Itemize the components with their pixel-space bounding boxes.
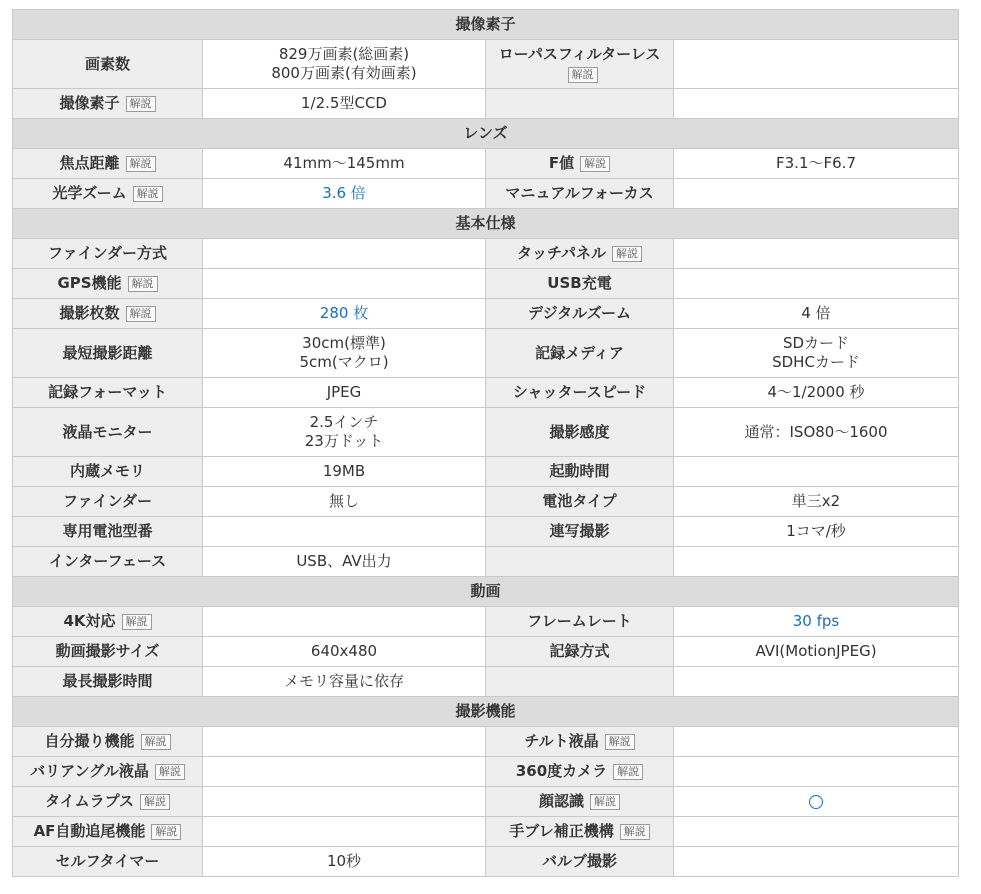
spec-value: 4～1/2000 秒 bbox=[767, 383, 865, 401]
spec-value: SDHCカード bbox=[772, 353, 860, 371]
help-explanation-button[interactable]: 解説 bbox=[126, 96, 156, 112]
spec-label-cell bbox=[486, 667, 674, 697]
spec-label: 液晶モニター bbox=[62, 422, 153, 441]
spec-row bbox=[13, 517, 959, 547]
spec-value: 1コマ/秒 bbox=[786, 522, 846, 540]
spec-label-cell bbox=[13, 40, 203, 89]
spec-row bbox=[13, 378, 959, 408]
section-title: 撮像素子 bbox=[13, 10, 959, 40]
spec-value-cell bbox=[674, 457, 959, 487]
spec-value-cell bbox=[203, 547, 486, 577]
spec-value-cell bbox=[203, 727, 486, 757]
spec-value-cell bbox=[203, 757, 486, 787]
spec-label: 360度カメラ bbox=[515, 762, 608, 780]
spec-row bbox=[13, 457, 959, 487]
spec-value-cell bbox=[203, 408, 486, 457]
spec-row bbox=[13, 89, 959, 119]
spec-label-cell bbox=[13, 637, 203, 667]
spec-value-cell bbox=[674, 299, 959, 329]
spec-value-cell bbox=[674, 847, 959, 877]
spec-label-cell bbox=[13, 547, 203, 577]
spec-row bbox=[13, 239, 959, 269]
spec-label-cell bbox=[486, 817, 674, 847]
spec-label: 自分撮り機能 bbox=[44, 732, 135, 750]
spec-value-cell bbox=[674, 547, 959, 577]
spec-value-cell bbox=[674, 269, 959, 299]
spec-row bbox=[13, 817, 959, 847]
spec-row bbox=[13, 637, 959, 667]
spec-label-cell bbox=[486, 457, 674, 487]
spec-label-cell bbox=[486, 89, 674, 119]
spec-label-cell bbox=[486, 787, 674, 817]
spec-value: 41mm～145mm bbox=[283, 154, 405, 172]
help-explanation-button[interactable]: 解説 bbox=[126, 306, 156, 322]
spec-value-cell bbox=[674, 239, 959, 269]
spec-label: 光学ズーム bbox=[52, 184, 127, 202]
spec-label: 電池タイプ bbox=[542, 492, 617, 510]
spec-row bbox=[13, 607, 959, 637]
help-explanation-button[interactable]: 解説 bbox=[151, 824, 181, 840]
spec-value-cell bbox=[674, 329, 959, 378]
section-header-row bbox=[13, 10, 959, 40]
spec-row bbox=[13, 40, 959, 89]
help-explanation-button[interactable]: 解説 bbox=[141, 734, 171, 750]
spec-label-cell bbox=[486, 149, 674, 179]
spec-label-cell bbox=[13, 727, 203, 757]
spec-value-cell[interactable] bbox=[203, 299, 486, 329]
spec-label-cell bbox=[13, 299, 203, 329]
help-explanation-button[interactable]: 解説 bbox=[133, 186, 163, 202]
spec-table-body bbox=[13, 10, 959, 877]
help-explanation-button[interactable]: 解説 bbox=[140, 794, 170, 810]
spec-label-cell bbox=[486, 517, 674, 547]
spec-label-cell bbox=[13, 408, 203, 457]
spec-label: 撮影感度 bbox=[549, 422, 610, 441]
spec-label: タッチパネル bbox=[516, 244, 607, 262]
spec-label: 内蔵メモリ bbox=[69, 462, 145, 480]
section-header-row bbox=[13, 119, 959, 149]
spec-row bbox=[13, 667, 959, 697]
spec-label: 記録メディア bbox=[535, 343, 624, 362]
spec-label-cell bbox=[486, 607, 674, 637]
help-explanation-button[interactable]: 解説 bbox=[126, 156, 156, 172]
help-explanation-button[interactable]: 解説 bbox=[580, 156, 610, 172]
spec-value: 30cm(標準) bbox=[302, 334, 386, 352]
spec-value-cell bbox=[674, 667, 959, 697]
spec-label: バルブ撮影 bbox=[541, 852, 617, 870]
supported-circle-icon bbox=[809, 795, 823, 809]
spec-label-cell bbox=[13, 179, 203, 209]
spec-value-cell bbox=[203, 667, 486, 697]
spec-label: 専用電池型番 bbox=[62, 522, 153, 540]
spec-value-cell bbox=[203, 847, 486, 877]
section-header-row bbox=[13, 577, 959, 607]
spec-value: 19MB bbox=[322, 462, 366, 480]
spec-value-cell bbox=[674, 408, 959, 457]
spec-value-cell bbox=[203, 487, 486, 517]
spec-value: F3.1～F6.7 bbox=[776, 154, 856, 172]
spec-value-cell bbox=[203, 149, 486, 179]
spec-label-cell bbox=[13, 517, 203, 547]
spec-label: インターフェース bbox=[48, 552, 167, 570]
help-explanation-button[interactable]: 解説 bbox=[128, 276, 158, 292]
spec-value-cell bbox=[203, 378, 486, 408]
spec-label-cell bbox=[13, 239, 203, 269]
spec-row bbox=[13, 487, 959, 517]
help-explanation-button[interactable]: 解説 bbox=[568, 67, 598, 83]
spec-row bbox=[13, 757, 959, 787]
spec-label-cell bbox=[13, 269, 203, 299]
section-title: レンズ bbox=[13, 119, 959, 149]
spec-value: 640x480 bbox=[310, 642, 378, 660]
spec-label: デジタルズーム bbox=[528, 304, 631, 322]
spec-value: 4 倍 bbox=[801, 304, 831, 322]
spec-value-cell bbox=[203, 517, 486, 547]
spec-value-link[interactable]: 280 枚 bbox=[319, 304, 369, 322]
spec-label-cell bbox=[486, 179, 674, 209]
spec-value-cell bbox=[203, 457, 486, 487]
spec-value-cell bbox=[674, 757, 959, 787]
spec-value-cell bbox=[674, 40, 959, 89]
spec-value-cell[interactable] bbox=[203, 179, 486, 209]
spec-label: シャッタースピード bbox=[512, 383, 647, 401]
spec-label: 撮像素子 bbox=[59, 94, 120, 112]
help-explanation-button[interactable]: 解説 bbox=[122, 614, 152, 630]
spec-value: メモリ容量に依存 bbox=[283, 672, 404, 690]
spec-label: バリアングル液晶 bbox=[30, 762, 149, 780]
spec-label-cell bbox=[486, 378, 674, 408]
spec-label: チルト液晶 bbox=[524, 732, 599, 750]
spec-label-cell bbox=[13, 607, 203, 637]
spec-value: 無し bbox=[328, 492, 359, 510]
spec-label: セルフタイマー bbox=[55, 852, 160, 870]
spec-label: 記録方式 bbox=[549, 642, 610, 660]
spec-value-cell bbox=[674, 517, 959, 547]
spec-label: ローパスフィルターレス bbox=[498, 45, 661, 63]
spec-value-cell bbox=[674, 817, 959, 847]
help-explanation-button[interactable]: 解説 bbox=[612, 246, 642, 262]
spec-label: 最長撮影時間 bbox=[62, 672, 153, 690]
spec-value-cell bbox=[203, 239, 486, 269]
spec-label: 最短撮影距離 bbox=[62, 343, 153, 362]
spec-value-cell bbox=[203, 787, 486, 817]
spec-label: 撮影枚数 bbox=[59, 304, 120, 322]
spec-label-cell bbox=[13, 149, 203, 179]
spec-label: 焦点距離 bbox=[59, 154, 120, 172]
spec-value-cell bbox=[203, 89, 486, 119]
spec-row bbox=[13, 787, 959, 817]
spec-label-cell bbox=[13, 817, 203, 847]
spec-table bbox=[12, 9, 959, 877]
spec-value: JPEG bbox=[326, 383, 362, 401]
spec-value: 10秒 bbox=[326, 852, 362, 870]
spec-value: SDカード bbox=[782, 334, 850, 352]
spec-label-cell bbox=[486, 299, 674, 329]
spec-value-cell bbox=[674, 787, 959, 817]
help-explanation-button[interactable]: 解説 bbox=[155, 764, 185, 780]
spec-value-link[interactable]: 3.6 倍 bbox=[322, 184, 366, 202]
spec-label-cell bbox=[486, 408, 674, 457]
spec-row bbox=[13, 547, 959, 577]
spec-value-cell[interactable] bbox=[674, 607, 959, 637]
spec-value-cell bbox=[203, 269, 486, 299]
spec-label-cell bbox=[13, 757, 203, 787]
spec-label-cell bbox=[13, 89, 203, 119]
spec-label: 動画撮影サイズ bbox=[55, 642, 160, 660]
spec-label: 画素数 bbox=[84, 54, 130, 73]
spec-label: 4K対応 bbox=[63, 612, 116, 630]
spec-label-cell bbox=[486, 637, 674, 667]
spec-value: 23万ドット bbox=[304, 432, 384, 450]
spec-value: 5cm(マクロ) bbox=[299, 353, 389, 371]
spec-value-cell bbox=[674, 378, 959, 408]
spec-label: 連写撮影 bbox=[549, 522, 610, 540]
spec-value-link[interactable]: 30 fps bbox=[792, 612, 840, 630]
spec-label: フレームレート bbox=[527, 612, 632, 630]
spec-label-cell bbox=[13, 378, 203, 408]
section-header-row bbox=[13, 209, 959, 239]
spec-label-cell bbox=[486, 757, 674, 787]
spec-label-cell bbox=[13, 457, 203, 487]
help-explanation-button[interactable]: 解説 bbox=[590, 794, 620, 810]
spec-label: ファインダー bbox=[62, 492, 153, 510]
section-title: 撮影機能 bbox=[13, 697, 959, 727]
spec-value: 2.5インチ bbox=[309, 413, 379, 431]
spec-value-cell bbox=[203, 40, 486, 89]
spec-label-cell bbox=[486, 40, 674, 89]
spec-value-cell bbox=[203, 329, 486, 378]
spec-label: 顔認識 bbox=[538, 792, 584, 810]
help-explanation-button[interactable]: 解説 bbox=[613, 764, 643, 780]
spec-value: AVI(MotionJPEG) bbox=[755, 642, 877, 660]
spec-row bbox=[13, 149, 959, 179]
spec-value-cell bbox=[674, 89, 959, 119]
spec-label: USB充電 bbox=[547, 274, 612, 292]
spec-row bbox=[13, 847, 959, 877]
help-explanation-button[interactable]: 解説 bbox=[605, 734, 635, 750]
spec-row bbox=[13, 299, 959, 329]
spec-value-cell bbox=[203, 817, 486, 847]
spec-value: 800万画素(有効画素) bbox=[271, 64, 417, 82]
spec-value-cell bbox=[674, 149, 959, 179]
spec-label: GPS機能 bbox=[57, 274, 122, 292]
spec-row bbox=[13, 179, 959, 209]
spec-label: ファインダー方式 bbox=[47, 244, 168, 262]
spec-value-cell bbox=[674, 727, 959, 757]
spec-label-cell bbox=[486, 239, 674, 269]
spec-value-cell bbox=[674, 487, 959, 517]
spec-value-cell bbox=[674, 179, 959, 209]
spec-label: タイムラプス bbox=[44, 792, 135, 810]
spec-label-cell bbox=[13, 487, 203, 517]
spec-value: 1/2.5型CCD bbox=[301, 94, 387, 112]
spec-label-cell bbox=[13, 667, 203, 697]
spec-label-cell bbox=[486, 269, 674, 299]
spec-row bbox=[13, 727, 959, 757]
spec-value-cell bbox=[203, 607, 486, 637]
spec-row bbox=[13, 329, 959, 378]
spec-label: マニュアルフォーカス bbox=[505, 184, 654, 202]
spec-label-cell bbox=[13, 329, 203, 378]
spec-value: 829万画素(総画素) bbox=[278, 45, 410, 63]
spec-row bbox=[13, 408, 959, 457]
spec-label-cell bbox=[486, 329, 674, 378]
section-title: 動画 bbox=[13, 577, 959, 607]
spec-value-cell bbox=[203, 637, 486, 667]
section-title: 基本仕様 bbox=[13, 209, 959, 239]
spec-row bbox=[13, 269, 959, 299]
spec-label-cell bbox=[13, 787, 203, 817]
spec-label: 記録フォーマット bbox=[48, 383, 167, 401]
spec-label-cell bbox=[13, 847, 203, 877]
spec-value: USB、AV出力 bbox=[296, 552, 392, 570]
spec-label: 起動時間 bbox=[549, 462, 610, 480]
section-header-row bbox=[13, 697, 959, 727]
spec-label-cell bbox=[486, 547, 674, 577]
spec-value: 単三x2 bbox=[791, 492, 841, 510]
spec-label-cell bbox=[486, 487, 674, 517]
spec-label-cell bbox=[486, 847, 674, 877]
spec-label: 手ブレ補正機構 bbox=[509, 822, 614, 840]
spec-label: AF自動追尾機能 bbox=[33, 822, 146, 840]
spec-value-cell bbox=[674, 637, 959, 667]
spec-value: 通常：ISO80～1600 bbox=[744, 422, 888, 441]
spec-label-cell bbox=[486, 727, 674, 757]
spec-label: F値 bbox=[548, 154, 575, 172]
help-explanation-button[interactable]: 解説 bbox=[620, 824, 650, 840]
